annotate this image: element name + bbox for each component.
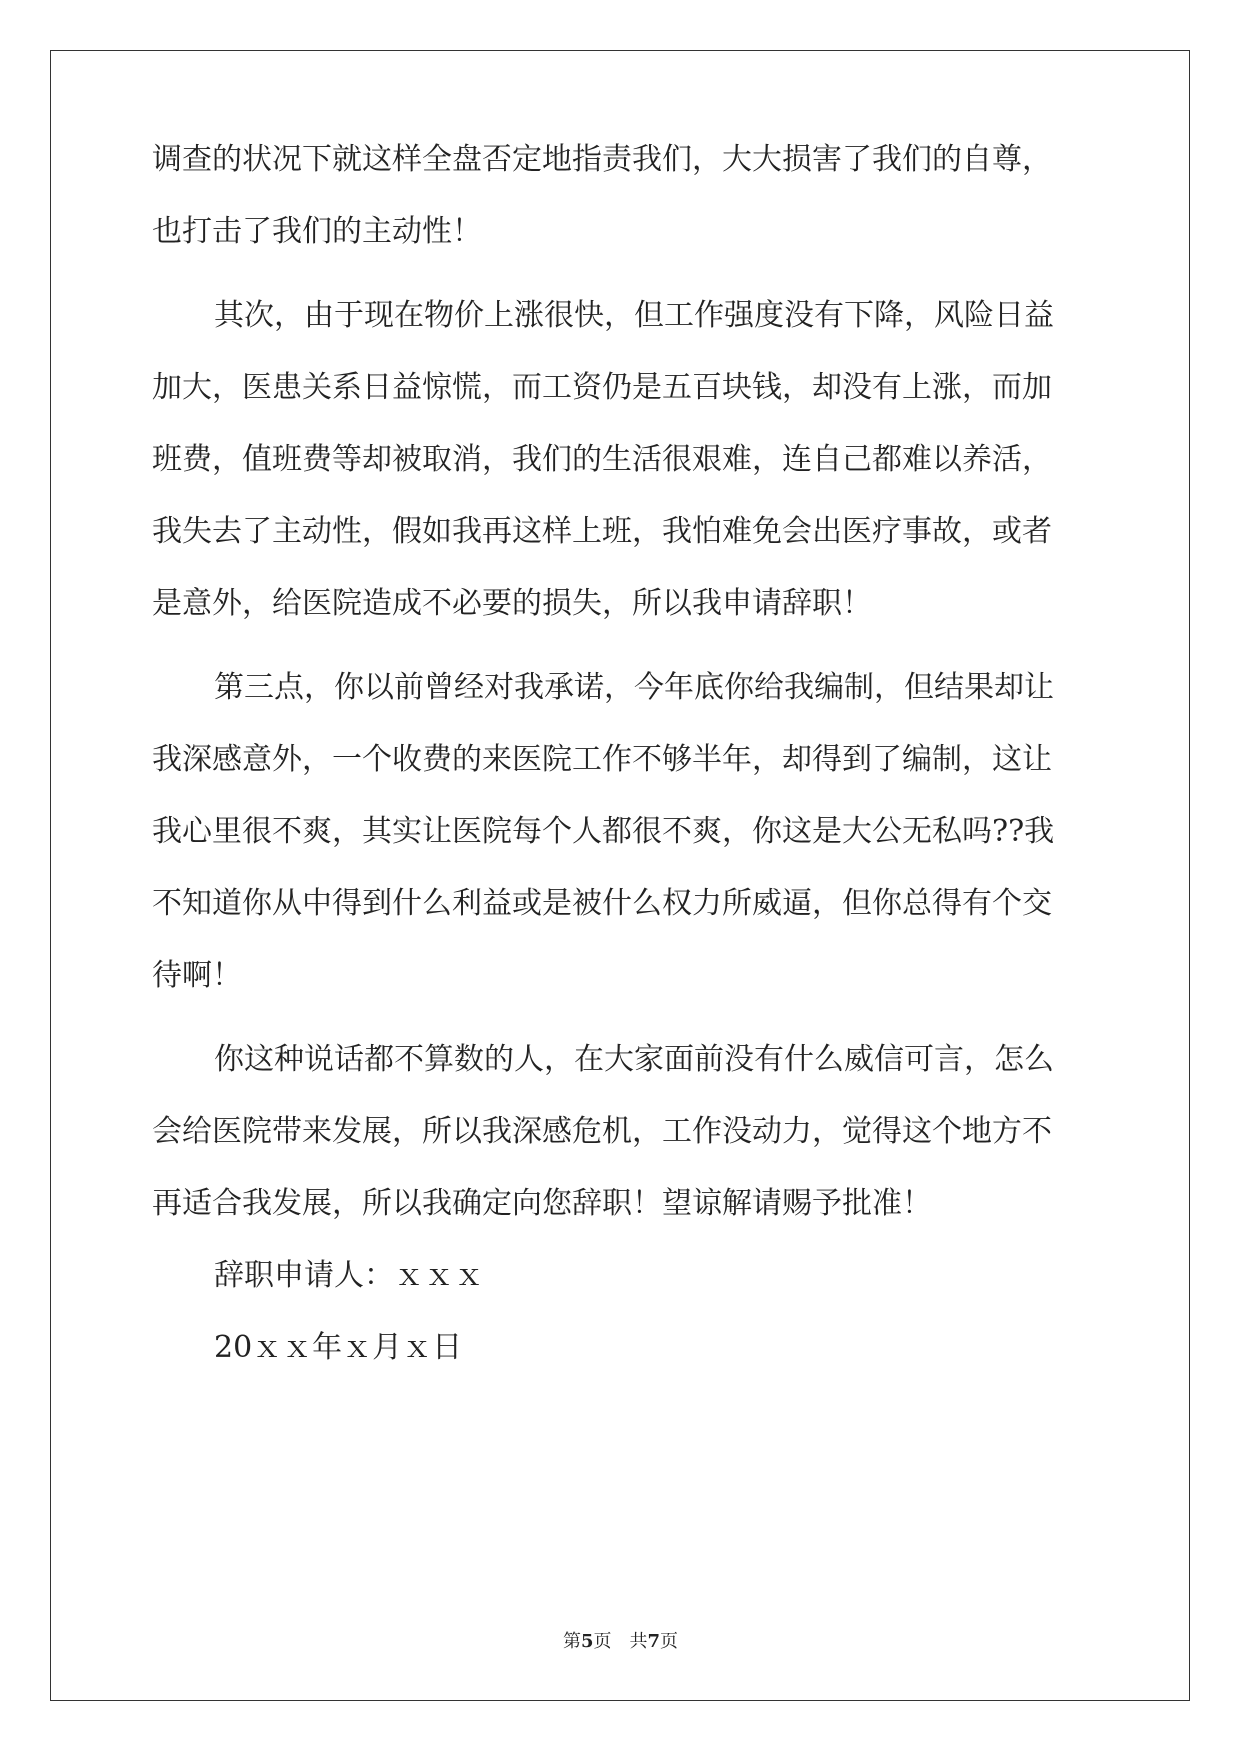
- text-line: 你这种说话都不算数的人，在大家面前没有什么威信可言，怎么: [214, 1042, 1054, 1077]
- text-line: 我失去了主动性，假如我再这样上班，我怕难免会出医疗事故，或者: [152, 514, 1052, 549]
- text-line: 我心里很不爽，其实让医院每个人都很不爽，你这是大公无私吗??我: [152, 814, 1055, 849]
- text-line: 加大，医患关系日益惊慌，而工资仍是五百块钱，却没有上涨，而加: [152, 370, 1052, 405]
- text-line: 也打击了我们的主动性！: [152, 214, 482, 249]
- text-line: 我深感意外，一个收费的来医院工作不够半年，却得到了编制，这让: [152, 742, 1052, 777]
- text-line: 不知道你从中得到什么利益或是被什么权力所威逼，但你总得有个交: [152, 886, 1052, 921]
- text-line: 第三点，你以前曾经对我承诺，今年底你给我编制，但结果却让: [214, 670, 1054, 705]
- text-line: 待啊！: [152, 958, 242, 993]
- date-line: 20ｘｘ年ｘ月ｘ日: [214, 1330, 463, 1365]
- footer-middle: 页 共: [593, 1631, 648, 1652]
- footer-suffix: 页: [660, 1631, 679, 1652]
- total-page-number: 7: [647, 1631, 661, 1652]
- text-line: 其次，由于现在物价上涨很快，但工作强度没有下降，风险日益: [214, 298, 1054, 333]
- footer-prefix: 第: [562, 1631, 581, 1652]
- text-line: 是意外，给医院造成不必要的损失，所以我申请辞职！: [152, 586, 872, 621]
- page-footer: [0, 1627, 1241, 1653]
- text-line: 再适合我发展，所以我确定向您辞职！望谅解请赐予批准！: [152, 1186, 932, 1221]
- text-line: 会给医院带来发展，所以我深感危机，工作没动力，觉得这个地方不: [152, 1114, 1052, 1149]
- text-line: 班费，值班费等却被取消，我们的生活很艰难，连自己都难以养活，: [152, 442, 1052, 477]
- current-page-number: 5: [580, 1631, 594, 1652]
- signature-line: 辞职申请人：ｘｘｘ: [214, 1258, 484, 1293]
- text-line: 调查的状况下就这样全盘否定地指责我们，大大损害了我们的自尊，: [152, 142, 1052, 177]
